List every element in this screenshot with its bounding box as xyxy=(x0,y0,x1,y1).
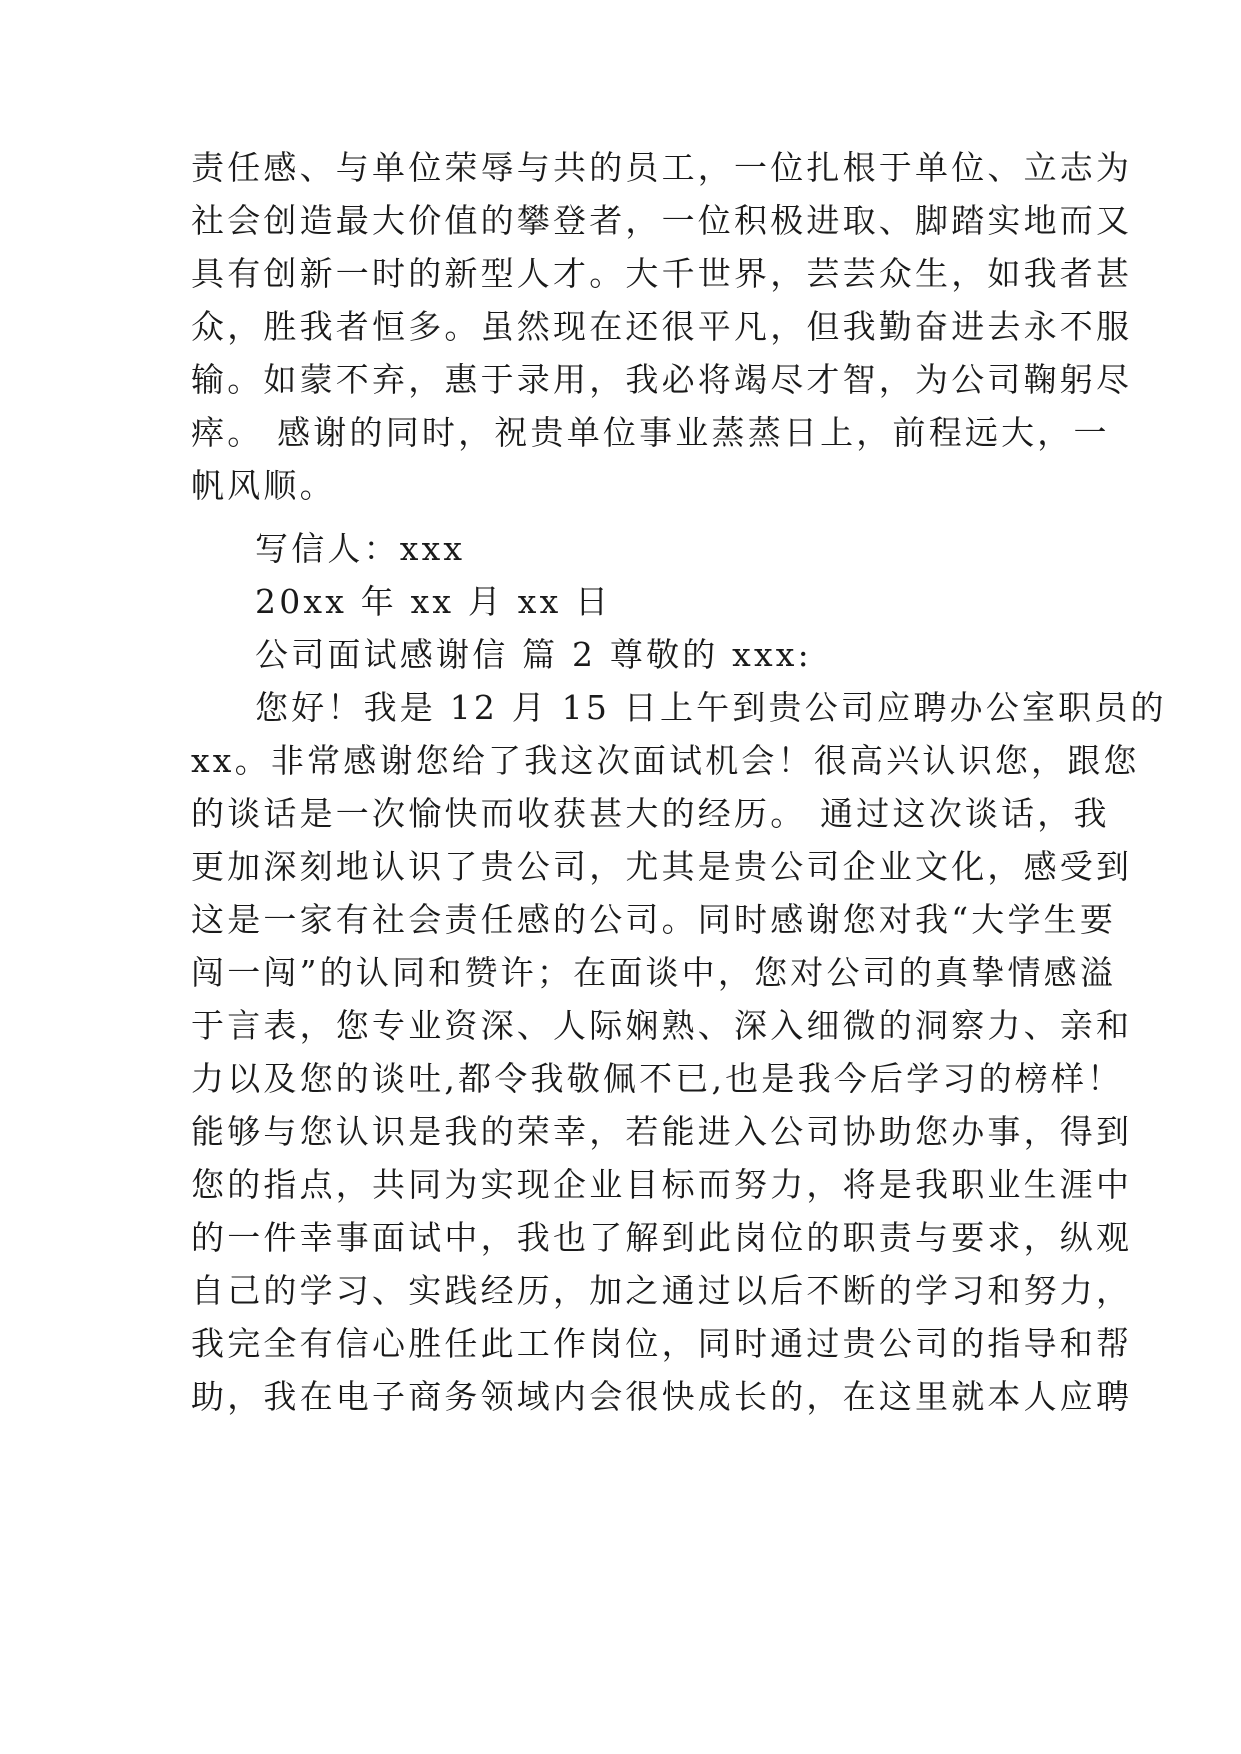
paragraph-2-line: 的一件幸事面试中，我也了解到此岗位的职责与要求，纵观 xyxy=(191,1218,1133,1257)
paragraph-2-line: 力以及您的谈吐,都令我敬佩不已,也是我今后学习的榜样！ xyxy=(191,1059,1124,1098)
paragraph-1-line: 众，胜我者恒多。虽然现在还很平凡，但我勤奋进去永不服 xyxy=(191,307,1133,346)
paragraph-1-line: 社会创造最大价值的攀登者，一位积极进取、脚踏实地而又 xyxy=(191,201,1133,240)
section-heading: 公司面试感谢信 篇 2 尊敬的 xxx: xyxy=(255,635,812,674)
paragraph-2-line: 闯一闯”的认同和赞许；在面谈中，您对公司的真挚情感溢 xyxy=(191,953,1117,992)
paragraph-2-line: 于言表，您专业资深、人际娴熟、深入细微的洞察力、亲和 xyxy=(191,1006,1133,1045)
paragraph-2-line: 更加深刻地认识了贵公司，尤其是贵公司企业文化，感受到 xyxy=(191,847,1133,886)
paragraph-2-line: 助，我在电子商务领域内会很快成长的，在这里就本人应聘 xyxy=(191,1377,1133,1416)
signature-line: 写信人：xxx xyxy=(255,529,466,568)
paragraph-2-line: 能够与您认识是我的荣幸，若能进入公司协助您办事，得到 xyxy=(191,1112,1133,1151)
paragraph-2-line: 您的指点，共同为实现企业目标而努力，将是我职业生涯中 xyxy=(191,1165,1133,1204)
paragraph-1-line: 帆风顺。 xyxy=(191,466,336,505)
paragraph-1-line: 具有创新一时的新型人才。大千世界，芸芸众生，如我者甚 xyxy=(191,254,1133,293)
paragraph-2-line: 我完全有信心胜任此工作岗位，同时通过贵公司的指导和帮 xyxy=(191,1324,1133,1363)
paragraph-1-line: 瘁。 感谢的同时，祝贵单位事业蒸蒸日上，前程远大，一 xyxy=(191,413,1110,452)
paragraph-2-line: 的谈话是一次愉快而收获甚大的经历。 通过这次谈话，我 xyxy=(191,794,1110,833)
paragraph-2-line: 这是一家有社会责任感的公司。同时感谢您对我“大学生要 xyxy=(191,900,1117,939)
paragraph-2-line: 您好！我是 12 月 15 日上午到贵公司应聘办公室职员的 xyxy=(255,688,1167,727)
paragraph-1-line: 输。如蒙不弃，惠于录用，我必将竭尽才智，为公司鞠躬尽 xyxy=(191,360,1133,399)
paragraph-2-line: 自己的学习、实践经历，加之通过以后不断的学习和努力， xyxy=(191,1271,1133,1310)
date-line: 20xx 年 xx 月 xx 日 xyxy=(255,582,612,621)
paragraph-2-line: xx。非常感谢您给了我这次面试机会！很高兴认识您，跟您 xyxy=(191,741,1140,780)
paragraph-1-line: 责任感、与单位荣辱与共的员工，一位扎根于单位、立志为 xyxy=(191,148,1133,187)
